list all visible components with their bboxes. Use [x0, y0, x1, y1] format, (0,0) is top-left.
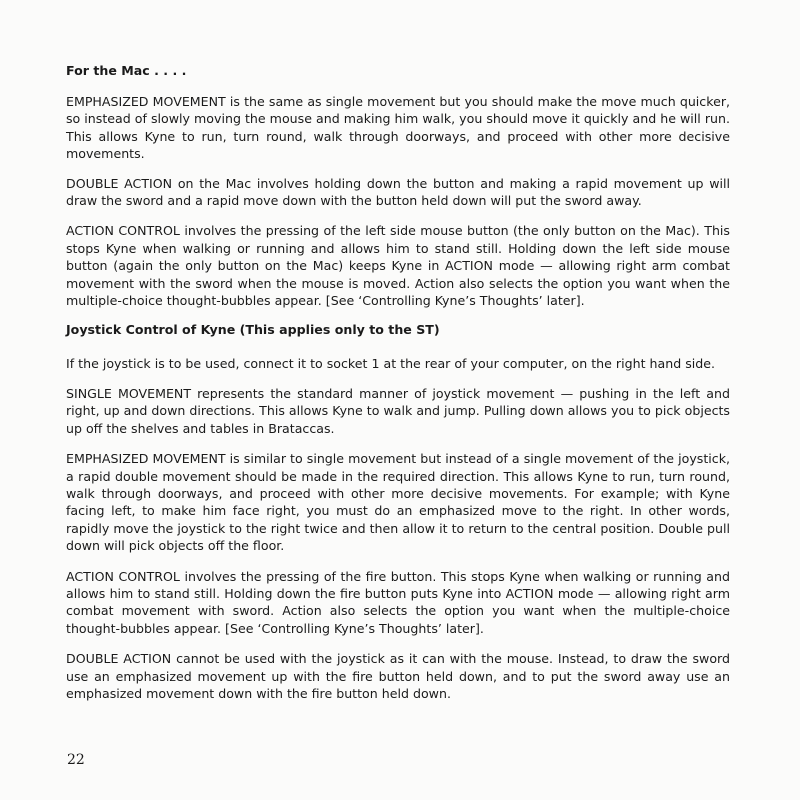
paragraph-mac-action-control: ACTION CONTROL involves the pressing of the left side mouse button (the only button on the Mac). This stops Kyne when walking or running and allows him to stand still. Holding down the left side mouse button (again the only button on the Mac) keeps Kyne in ACTION mode — allowing right arm combat movement with the sword when the mouse is moved. Action also selects the option you want when the multiple-choice thought-bubbles appear. [See ‘Controlling Kyne’s Thoughts’ later].: [66, 223, 730, 309]
paragraph-mac-emphasized-movement: EMPHASIZED MOVEMENT is the same as single movement but you should make the move much quicker, so instead of slowly moving the mouse and making him walk, you should move it quickly and he will run. This allows Kyne to run, turn round, walk through doorways, and proceed with other more decisive movements.: [66, 94, 730, 162]
page-content: [66, 62, 730, 702]
paragraph-joystick-connect: If the joystick is to be used, connect it to socket 1 at the rear of your computer, on the right hand side.: [66, 356, 715, 372]
page-number: 22: [67, 752, 85, 768]
paragraph-joystick-emphasized-movement: EMPHASIZED MOVEMENT is similar to single movement but instead of a single movement of the joystick, a rapid double movement should be made in the required direction. This allows Kyne to run, turn round, walk through doorways, and proceed with other more decisive movements. For example; with Kyne facing left, to make him face right, you must do an emphasized move to the right. In other words, rapidly move the joystick to the right twice and then allow it to return to the central position. Double pull down will pick objects off the floor.: [66, 451, 730, 554]
paragraph-joystick-double-action: DOUBLE ACTION cannot be used with the joystick as it can with the mouse. Instead, to draw the sword use an emphasized movement up with the fire button held down, and to put the sword away use an emphasized movement down with the fire button held down.: [66, 651, 730, 701]
section-heading-mac: For the Mac . . . .: [66, 63, 187, 78]
section-heading-joystick: Joystick Control of Kyne (This applies only to the ST): [66, 322, 440, 338]
paragraph-mac-double-action: DOUBLE ACTION on the Mac involves holding down the button and making a rapid movement up will draw the sword and a rapid move down with the button held down will put the sword away.: [66, 175, 730, 209]
paragraph-joystick-single-movement: SINGLE MOVEMENT represents the standard manner of joystick movement — pushing in the left and right, up and down directions. This allows Kyne to walk and jump. Pulling down allows you to pick objects up off the shelves and tables in Brataccas.: [66, 385, 730, 436]
paragraph-joystick-action-control: ACTION CONTROL involves the pressing of the fire button. This stops Kyne when walking or running and allows him to stand still. Holding down the fire button puts Kyne into ACTION mode — allowing right arm combat movement with sword. Action also selects the option you want when the multiple-choice thought-bubbles appear. [See ‘Controlling Kyne’s Thoughts’ later].: [66, 568, 730, 636]
